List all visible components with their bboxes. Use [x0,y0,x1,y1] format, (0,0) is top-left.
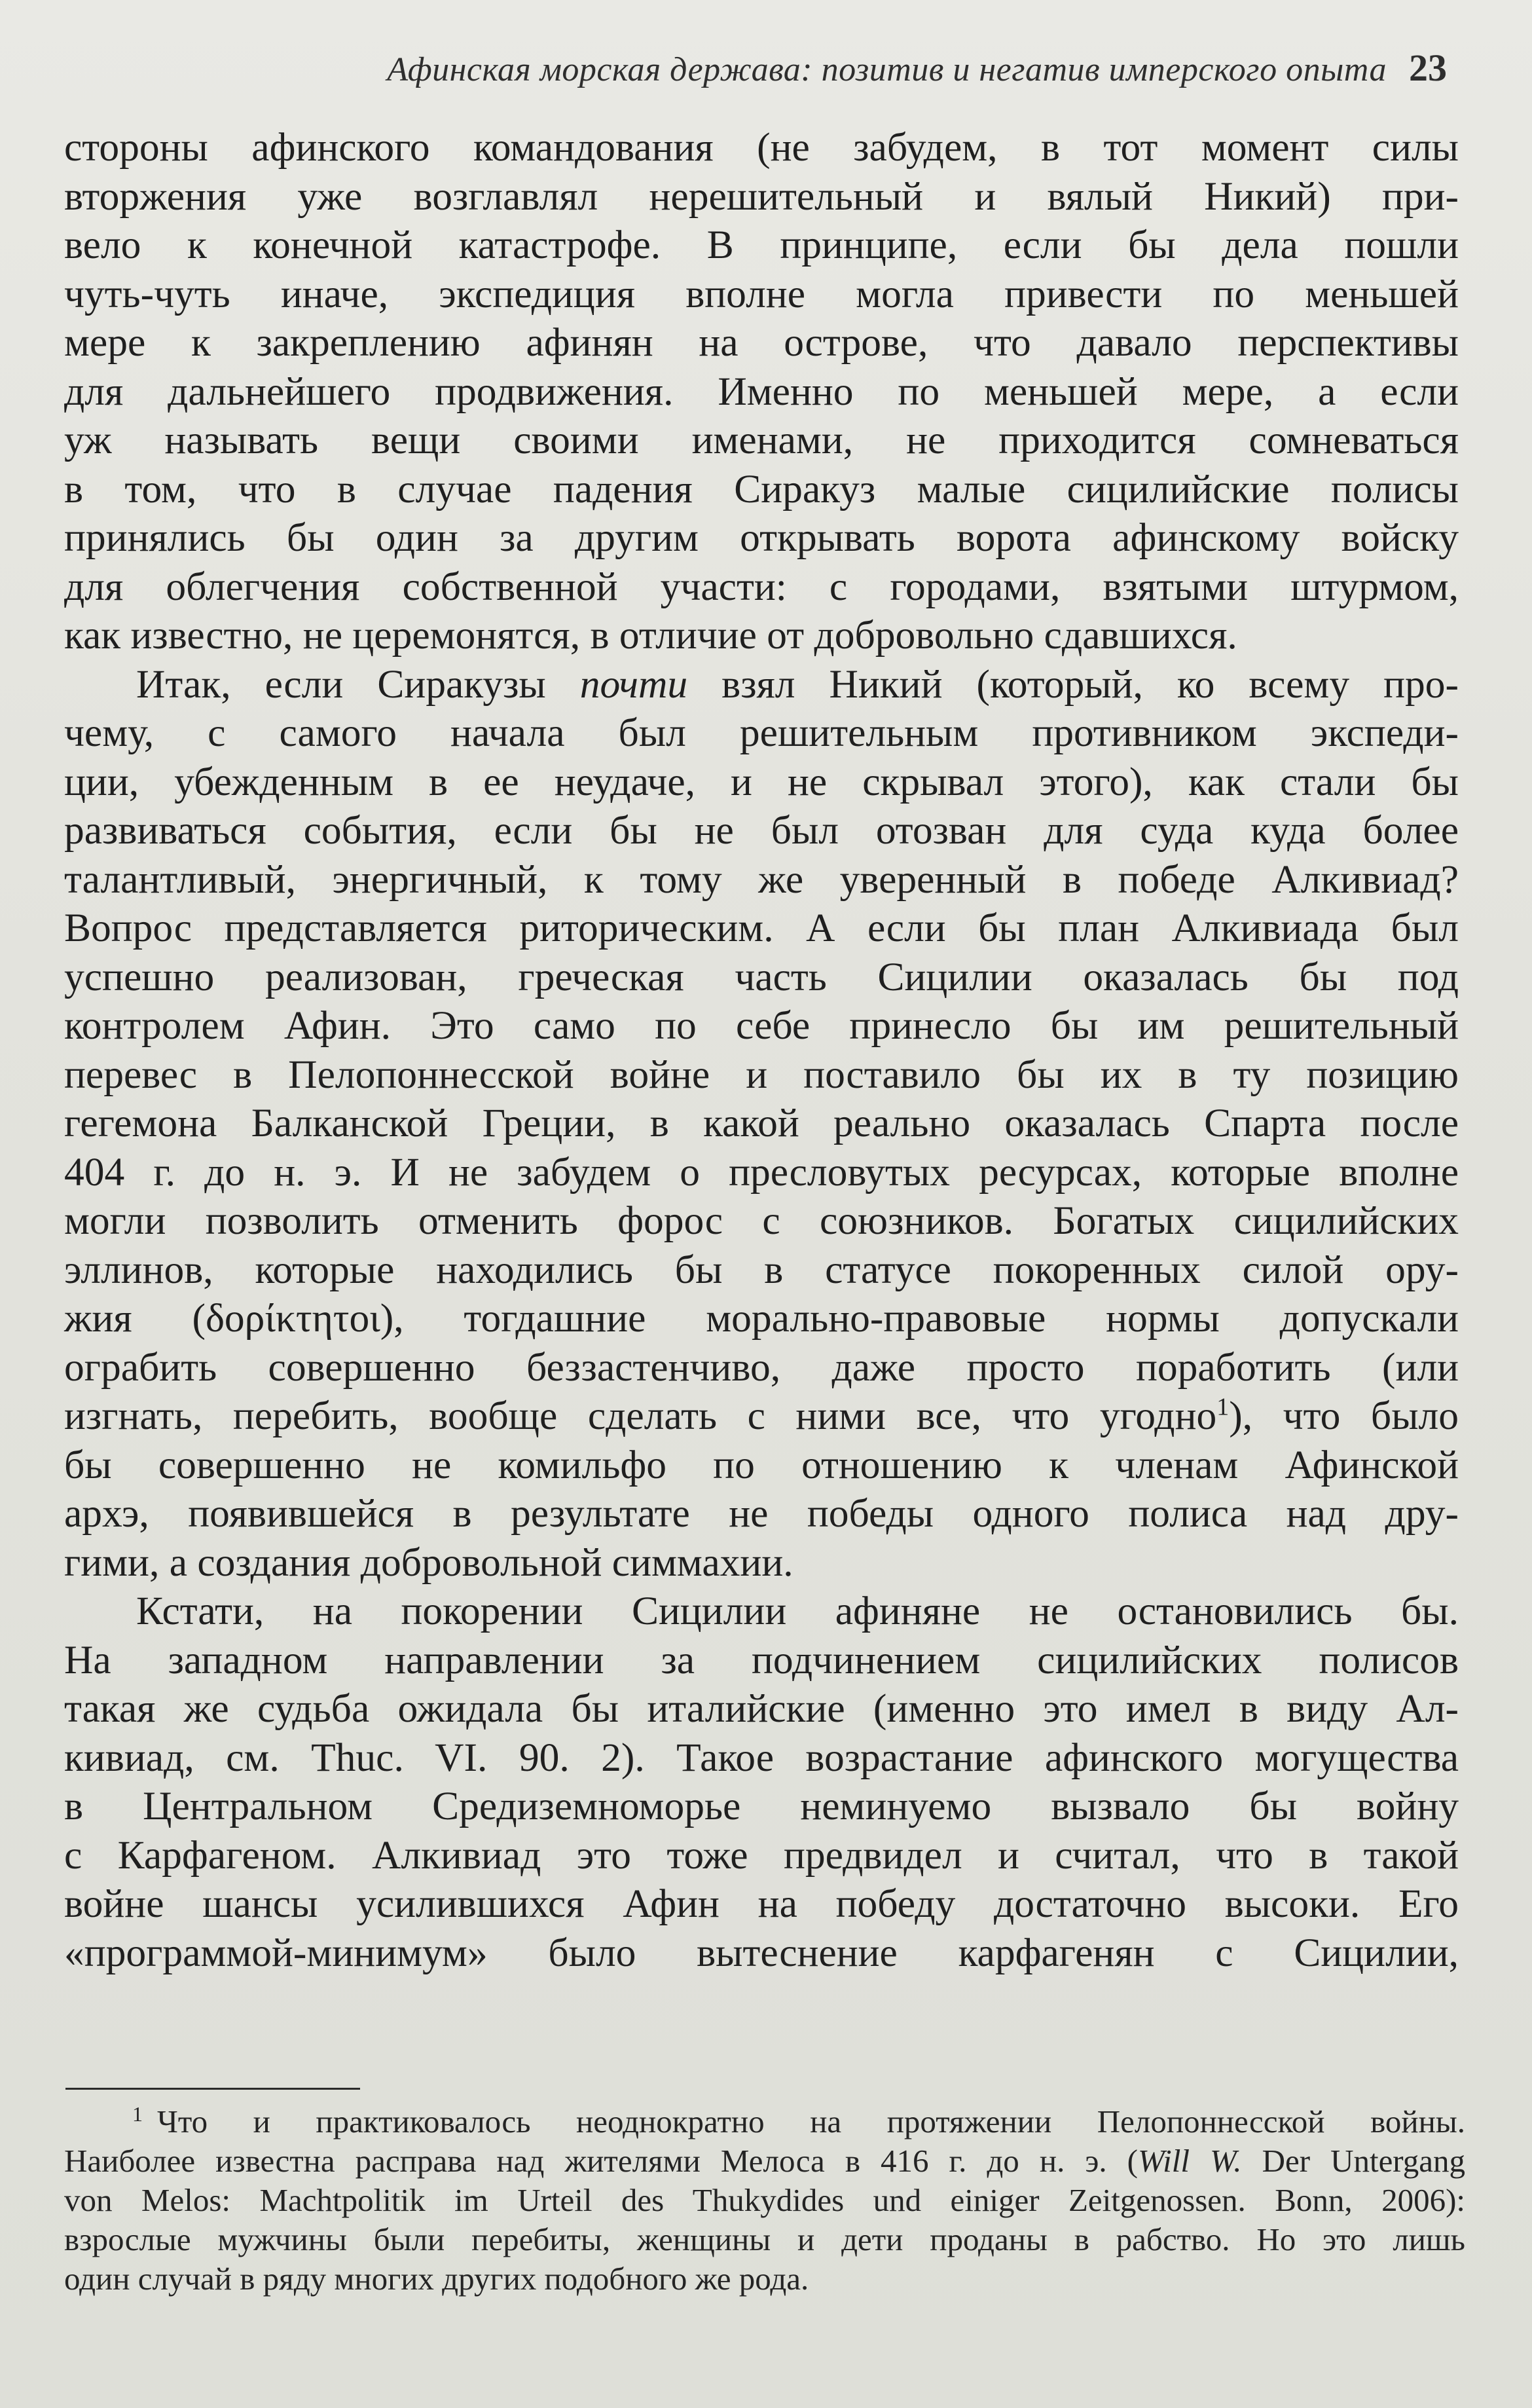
text-line [64,1392,1459,1441]
text-line: На западном направлении за подчинением сицилийских полисов [64,1637,1459,1682]
text-line: 404 г. до н. э. И не забудем о пресловутых ресурсах, которые вполне [64,1149,1459,1195]
text-line: вторжения уже возглавлял нерешительный и вялый Никий) при- [64,174,1459,219]
footnote-number: 1 [132,2102,143,2126]
paragraph-1 [64,123,1459,660]
text-line: гими, а создания добровольной симмахии. [64,1540,793,1585]
text-run: Der Untergang [1241,2143,1465,2179]
text-line: чуть-чуть иначе, экспедиция вполне могла привести по меньшей [64,271,1459,316]
text-line: ограбить совершенно беззастенчиво, даже просто поработить (или [64,1344,1459,1390]
text-line: уж называть вещи своими именами, не приходится сомневаться [64,418,1459,462]
italic-author: Will W. [1137,2143,1242,2179]
text-line: кивиад, см. Thuc. VI. 90. 2). Такое возрастание афинского могущества [64,1735,1459,1780]
italic-word: почти [579,661,688,707]
text-line: гегемона Балканской Греции, в какой реально оказалась Спарта после [64,1101,1459,1145]
text-line: стороны афинского командования (не забудем, в тот момент силы [64,125,1459,170]
paragraph-2 [64,660,1459,1587]
text-line: могли позволить отменить форос с союзников. Богатых сицилийских [64,1198,1459,1243]
paragraph-3 [64,1587,1459,1977]
text-line: вело к конечной катастрофе. В принципе, если бы дела пошли [64,223,1459,267]
text-run: ), что было [1229,1394,1459,1438]
footnote-line: von Melos: Machtpolitik im Urteil des Thukydides und einiger Zeitgenossen. Bonn, 2006): [64,2182,1465,2218]
text-line [64,660,1459,709]
text-line: «программой-минимум» было вытеснение карфагенян с Сицилии, [64,1930,1459,1975]
text-line: войне шансы усилившихся Афин на победу достаточно высоки. Его [64,1881,1459,1926]
text-line: мере к закреплению афинян на острове, что давало перспективы [64,320,1459,365]
text-line: жия (δορίκτητοι), тогдашние морально-правовые нормы допускали [64,1296,1459,1341]
running-title: Афинская морская держава: позитив и негатив имперского опыта [387,51,1387,88]
footnote-reference[interactable]: 1 [1216,1393,1230,1421]
text-line: перевес в Пелопоннесской войне и поставило бы их в ту позицию [64,1052,1459,1097]
text-line: для облегчения собственной участи: с городами, взятыми штурмом, [64,564,1459,609]
text-line: чему, с самого начала был решительным противником экспеди- [64,711,1459,755]
text-line: эллинов, которые находились бы в статусе покоренных силой ору- [64,1247,1459,1292]
footnote-line: один случай в ряду многих других подобного же рода. [64,2261,809,2297]
footnote-line: взрослые мужчины были перебиты, женщины и дети проданы в рабство. Но это лишь [64,2221,1465,2257]
footnote-line [64,2141,1465,2181]
text-run: Итак, если Сиракузы [136,661,580,707]
footnote-line [64,2102,1465,2141]
text-line: такая же судьба ожидала бы италийские (именно это имел в виду Ал- [64,1686,1459,1731]
running-header [65,46,1447,98]
page-number: 23 [1409,46,1447,89]
text-line: талантливый, энергичный, к тому же уверенный в победе Алкивиад? [64,857,1459,902]
text-line: принялись бы один за другим открывать ворота афинскому войску [64,515,1459,560]
text-line: контролем Афин. Это само по себе принесло бы им решительный [64,1003,1459,1048]
text-run: Что и практиковалось неоднократно на протяжении Пелопоннесской войны. [157,2103,1465,2139]
text-line: как известно, не церемонятся, в отличие от добровольно сдавшихся. [64,613,1237,658]
text-line: в том, что в случае падения Сиракуз малые сицилийские полисы [64,466,1459,511]
text-line: бы совершенно не комильфо по отношению к членам Афинской [64,1442,1459,1487]
footnotes [64,2102,1465,2299]
footnote-divider [65,2088,360,2090]
text-line: архэ, появившейся в результате не победы одного полиса над дру- [64,1491,1459,1536]
text-run: взял Никий (который, ко всему про- [687,661,1459,707]
text-line: ции, убежденным в ее неудаче, и не скрывал этого), как стали бы [64,759,1459,804]
text-line: с Карфагеном. Алкивиад это тоже предвидел и считал, что в такой [64,1832,1459,1878]
text-line: в Центральном Средиземноморье неминуемо вызвало бы войну [64,1784,1459,1828]
text-line: развиваться события, если бы не был отозван для суда куда более [64,808,1459,853]
text-run: Наиболее известна расправа над жителями Мелоса в 416 г. до н. э. ( [64,2143,1138,2179]
text-line: Вопрос представляется риторическим. А если бы план Алкивиада был [64,906,1459,950]
text-run: изгнать, перебить, вообще сделать с ними все, что угодно [64,1394,1217,1438]
main-text [64,123,1459,1977]
text-line: успешно реализован, греческая часть Сицилии оказалась бы под [64,954,1459,999]
text-line: Кстати, на покорении Сицилии афиняне не остановились бы. [136,1589,1459,1633]
text-line: для дальнейшего продвижения. Именно по меньшей мере, а если [64,369,1459,414]
